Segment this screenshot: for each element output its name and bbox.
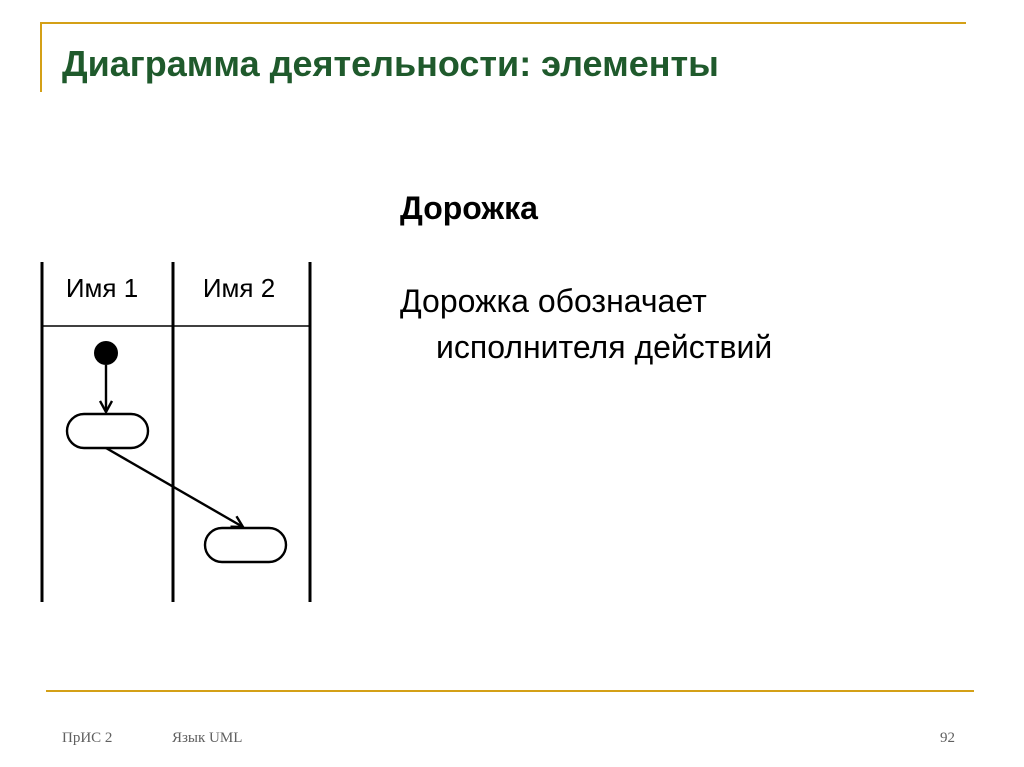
bottom-accent-rule [46, 690, 974, 692]
footer-course-label: ПрИС 2 [62, 730, 113, 746]
footer-page-number: 92 [940, 730, 955, 746]
slide-title: Диаграмма деятельности: элементы [62, 43, 719, 84]
action-node-2 [205, 528, 286, 562]
lane-name-1: Имя 1 [65, 273, 139, 303]
footer-topic-label: Язык UML [172, 730, 243, 746]
initial-node [94, 341, 118, 365]
body-text [400, 278, 772, 370]
lane-name-2: Имя 2 [202, 273, 276, 303]
body-text-line-1: Дорожка обозначает [400, 283, 707, 319]
body-text-line-2: исполнителя действий [436, 329, 773, 365]
action-node-1 [67, 414, 148, 448]
section-heading: Дорожка [400, 190, 538, 226]
